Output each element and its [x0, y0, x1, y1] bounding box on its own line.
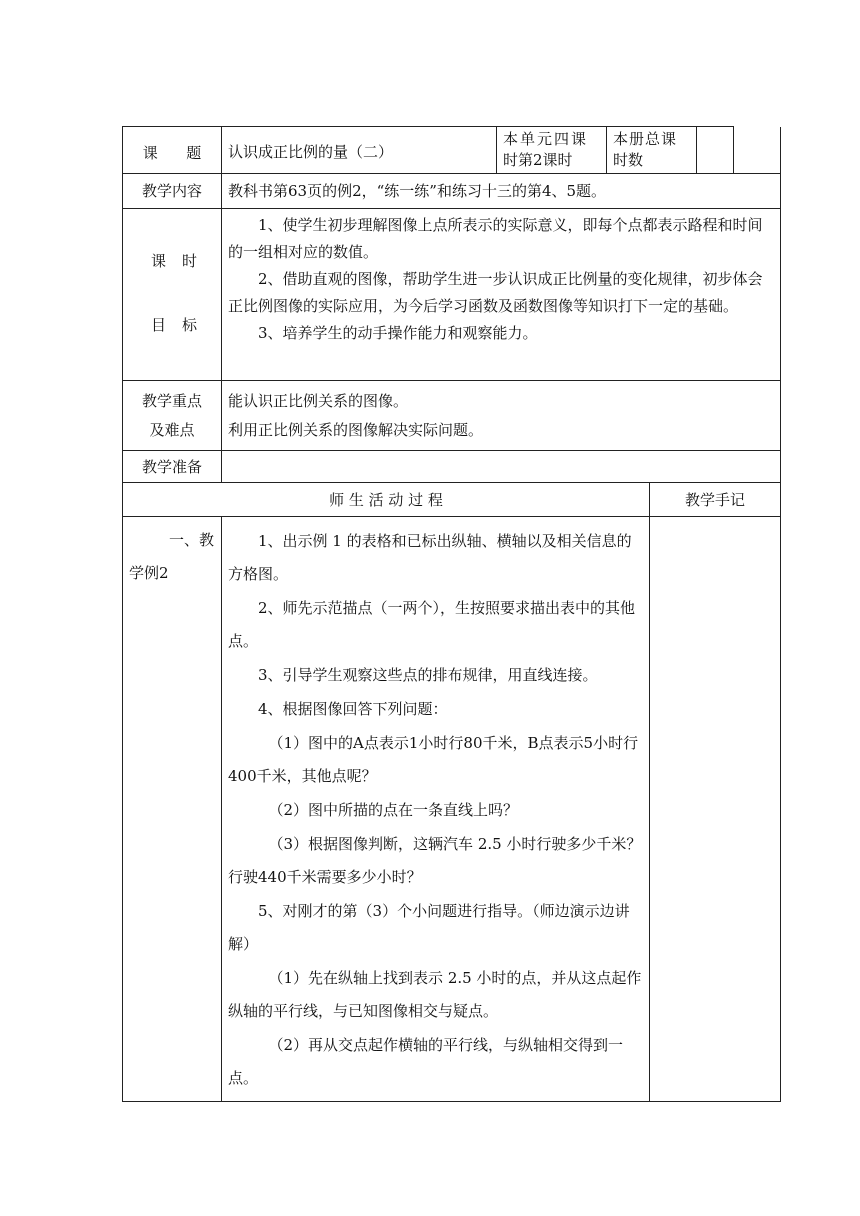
- process-step: 3、引导学生观察这些点的排布规律，用直线连接。: [258, 666, 598, 684]
- goals-label-mu: 目: [151, 315, 167, 334]
- preparation-label: 教学准备: [123, 451, 222, 483]
- content-label: 教学内容: [123, 174, 222, 209]
- process-steps: [222, 517, 650, 1102]
- unit-hours-line1: 本单元四课: [503, 130, 589, 148]
- goals-content: [222, 209, 781, 381]
- content-value: 教科书第63页的例2，“练一练”和练习十三的第4、5题。: [222, 174, 781, 209]
- preparation-row: [123, 451, 781, 483]
- process-step: 1、出示例 1 的表格和已标出纵轴、横轴以及相关信息的方格图。: [228, 532, 632, 583]
- unit-hours-line2: 时第2课时: [503, 151, 573, 169]
- key-points-content: [222, 381, 781, 451]
- goal-item: 3、培养学生的动手操作能力和观察能力。: [258, 324, 538, 342]
- book-hours-value: [697, 127, 734, 174]
- key-point-text: 能认识正比例关系的图像。: [228, 391, 409, 410]
- process-section-label: [123, 517, 222, 1102]
- topic-label: [123, 127, 222, 174]
- goal-item: 2、借助直观的图像，帮助学生进一步认识成正比例量的变化规律，初步体会正比例图像的实际应用，为今后学习函数及函数图像等知识打下一定的基础。: [228, 270, 763, 315]
- key-points-label-line2: 及难点: [149, 420, 195, 439]
- book-hours-line1: 本册总课: [613, 130, 678, 148]
- section-label-line2: 学例2: [129, 564, 169, 582]
- process-step: 4、根据图像回答下列问题：: [258, 700, 448, 718]
- section-label-line1: 一、教: [168, 531, 214, 549]
- topic-row: [123, 127, 781, 174]
- goal-item: 1、使学生初步理解图像上点所表示的实际意义，即每个点都表示路程和时间的一组相对应的数值。: [228, 216, 763, 261]
- lesson-plan-table: [122, 126, 781, 1102]
- topic-value-text: 认识成正比例的量（二）: [228, 143, 394, 161]
- lesson-plan-page: [122, 126, 780, 1102]
- goals-label-shi: 时: [181, 251, 197, 270]
- process-substep: （2）再从交点起作横轴的平行线，与纵轴相交得到一点。: [228, 1036, 624, 1087]
- goals-label: [123, 209, 222, 381]
- process-body-row: [123, 517, 781, 1102]
- goals-row: [123, 209, 781, 381]
- topic-label-text: 课 题: [142, 144, 202, 162]
- process-heading-row: [123, 483, 781, 517]
- process-heading: [123, 483, 650, 517]
- notes-heading: 教学手记: [650, 483, 781, 517]
- process-substep: （1）图中的A点表示1小时行80千米，B点表示5小时行400千米，其他点呢？: [228, 734, 639, 785]
- book-hours-line2: 时数: [613, 151, 644, 169]
- teaching-notes-cell: [650, 517, 781, 1102]
- unit-hours-cell: [497, 127, 607, 174]
- content-row: [123, 174, 781, 209]
- process-substep: （2）图中所描的点在一条直线上吗？: [268, 801, 519, 819]
- key-points-row: [123, 381, 781, 451]
- process-heading-text: 师 生 活 动 过 程: [329, 490, 443, 509]
- preparation-value: [222, 451, 781, 483]
- process-substep: （1）先在纵轴上找到表示 2.5 小时的点，并从这点起作纵轴的平行线，与已知图像相交与疑点。: [228, 969, 642, 1020]
- process-step: 2、师先示范描点（一两个），生按照要求描出表中的其他点。: [228, 599, 636, 650]
- topic-value: [222, 127, 497, 174]
- goals-label-ke: 课: [151, 251, 167, 270]
- process-substep: （3）根据图像判断，这辆汽车 2.5 小时行驶多少千米？行驶440千米需要多少小时？: [228, 835, 642, 886]
- goals-label-line1: [123, 251, 221, 271]
- goals-label-line2: [123, 315, 221, 335]
- key-points-label-line1: 教学重点: [141, 391, 202, 410]
- book-hours-cell: [607, 127, 697, 174]
- process-step: 5、对刚才的第（3）个小问题进行指导。（师边演示边讲解）: [228, 902, 630, 953]
- header-blank-cell: [734, 127, 781, 174]
- key-points-label: [123, 381, 222, 451]
- goals-label-biao: 标: [181, 315, 197, 334]
- difficulty-text: 利用正比例关系的图像解决实际问题。: [228, 420, 484, 439]
